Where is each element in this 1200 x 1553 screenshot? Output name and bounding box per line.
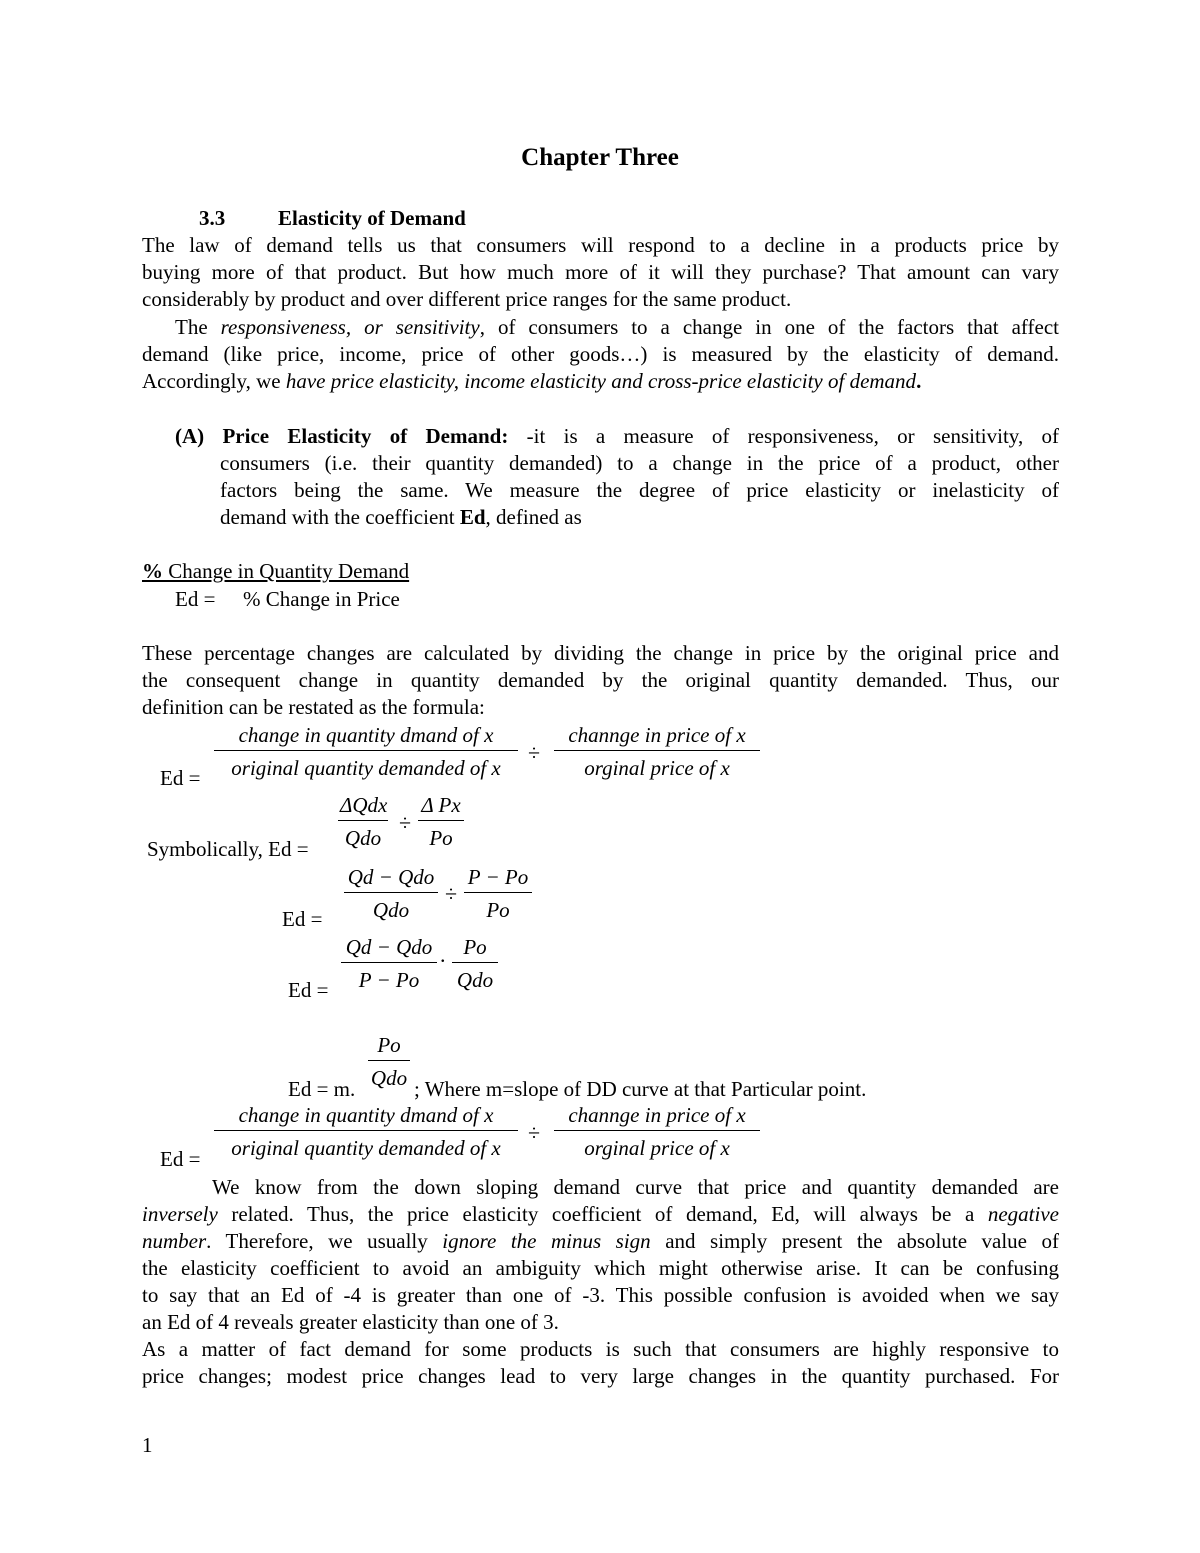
pe-l4-end: , defined as: [485, 505, 582, 529]
formula-1-den-2: orginal price of x: [584, 756, 730, 780]
formula-5-note: ; Where m=slope of DD curve at that Particular point.: [414, 1077, 867, 1101]
formula-2-fraction-2: [418, 792, 464, 851]
formula-2-den-1: Qdo: [344, 826, 382, 850]
formula-2-num-2: Δ Px: [418, 792, 464, 821]
formula-4-num-2: Po: [452, 934, 498, 963]
formula-3-fraction-1: [344, 864, 438, 923]
formula-6-fraction-1: [214, 1102, 518, 1161]
intro-p2-italic: responsiveness, or sensitivity: [220, 315, 480, 339]
formula-5-num: Po: [368, 1032, 410, 1061]
formula-1-divide: ÷: [528, 740, 541, 765]
intro-l6-end: .: [916, 369, 922, 393]
formula-4-fraction-2: [452, 934, 498, 993]
page-number: 1: [142, 1433, 153, 1457]
percentage-line-2: the consequent change in quantity demanded by the original quantity demanded. Thus, our: [142, 668, 1059, 692]
formula-5-fraction: [368, 1032, 410, 1091]
formula-4-den-2: Qdo: [456, 968, 494, 992]
body2-l2-italic-2: negative: [987, 1202, 1059, 1226]
body2-l3-end: and simply present the absolute value of: [650, 1229, 1060, 1253]
body2-line-3: [142, 1228, 1059, 1255]
definition-numerator-text: Change in Quantity Demand: [163, 559, 410, 583]
formula-5-den: Qdo: [370, 1066, 408, 1090]
price-elasticity-line-4: [220, 504, 582, 531]
body2-line-8: price changes; modest price changes lead to very large changes in the quantity purchased. For: [142, 1364, 1059, 1388]
formula-2-num-1: ΔQdx: [338, 792, 388, 821]
formula-4-fraction-1: [341, 934, 437, 993]
formula-6-num-1: change in quantity dmand of x: [214, 1102, 518, 1131]
formula-3-den-1: Qdo: [372, 898, 410, 922]
intro-line-3: considerably by product and over different price ranges for the same product.: [142, 287, 792, 311]
body2-l3-mid: . Therefore, we usually: [206, 1229, 443, 1253]
section-number: 3.3: [199, 206, 226, 230]
formula-1-num-2: channge in price of x: [554, 722, 760, 751]
intro-l6-italic: have price elasticity, income elasticity and cross-price elasticity of demand: [285, 369, 917, 393]
definition-denominator: % Change in Price: [243, 587, 400, 611]
definition-pct-sign: %: [142, 559, 163, 583]
price-elasticity-label: (A) Price Elasticity of Demand:: [175, 424, 509, 448]
body2-l3-italic-1: number: [142, 1229, 207, 1253]
formula-2-label: Symbolically, Ed =: [147, 837, 309, 861]
intro-p2-rest: , of consumers to a change in one of the factors that affect: [479, 315, 1060, 339]
body2-line-6: an Ed of 4 reveals greater elasticity than one of 3.: [142, 1310, 559, 1334]
formula-1-fraction-1: [214, 722, 518, 781]
formula-4-num-1: Qd − Qdo: [341, 934, 437, 963]
definition-ed-label: Ed =: [175, 587, 216, 611]
definition-numerator: [142, 558, 409, 585]
formula-1-fraction-2: [554, 722, 760, 781]
body2-line-4: the elasticity coefficient to avoid an ambiguity which might otherwise arise. It can be confusing: [142, 1256, 1059, 1280]
formula-3-num-1: Qd − Qdo: [344, 864, 438, 893]
formula-6-divide: ÷: [528, 1120, 541, 1145]
formula-1-label: Ed =: [160, 766, 201, 790]
formula-3-den-2: Po: [486, 898, 510, 922]
formula-2-den-2: Po: [429, 826, 453, 850]
percentage-line-1: These percentage changes are calculated by dividing the change in price by the original price and: [142, 641, 1059, 665]
formula-3-label: Ed =: [282, 907, 323, 931]
pe-l4-bold: Ed: [459, 505, 486, 529]
body2-l2-mid: related. Thus, the price elasticity coefficient of demand, Ed, will always be a: [217, 1202, 988, 1226]
formula-6-den-2: orginal price of x: [584, 1136, 730, 1160]
formula-4-label: Ed =: [288, 978, 329, 1002]
intro-line-6: [142, 368, 921, 395]
price-elasticity-line-3: factors being the same. We measure the degree of price elasticity or inelasticity of: [220, 478, 1059, 502]
formula-6-num-2: channge in price of x: [554, 1102, 760, 1131]
page-title: Chapter Three: [521, 144, 679, 171]
intro-line-4: [175, 314, 1059, 341]
formula-3-fraction-2: [464, 864, 532, 923]
body2-line-1: We know from the down sloping demand curve that price and quantity demanded are: [212, 1175, 1059, 1199]
formula-5-label: Ed = m.: [288, 1077, 356, 1101]
formula-6-den-1: original quantity demanded of x: [231, 1136, 501, 1160]
price-elasticity-l1-rest: -it is a measure of responsiveness, or sensitivity, of: [508, 424, 1059, 448]
formula-2-divide: ÷: [399, 810, 412, 835]
body2-l3-italic-2: ignore the minus sign: [442, 1229, 651, 1253]
pe-l4-lead: demand with the coefficient: [220, 505, 460, 529]
formula-6-label: Ed =: [160, 1147, 201, 1171]
intro-line-5: demand (like price, income, price of other goods…) is measured by the elasticity of demand.: [142, 342, 1059, 366]
formula-1-num-1: change in quantity dmand of x: [214, 722, 518, 751]
body2-line-5: to say that an Ed of -4 is greater than one of -3. This possible confusion is avoided when we say: [142, 1283, 1059, 1307]
formula-3-divide: ÷: [445, 881, 458, 906]
price-elasticity-line-2: consumers (i.e. their quantity demanded) to a change in the price of a product, other: [220, 451, 1059, 475]
intro-p2-lead: The: [175, 315, 221, 339]
intro-line-1: The law of demand tells us that consumers will respond to a decline in a products price by: [142, 233, 1059, 257]
formula-4-dot: .: [440, 942, 446, 967]
formula-6-fraction-2: [554, 1102, 760, 1161]
intro-l6-lead: Accordingly, we: [142, 369, 286, 393]
formula-1-den-1: original quantity demanded of x: [231, 756, 501, 780]
percentage-line-3: definition can be restated as the formula:: [142, 695, 485, 719]
body2-line-7: As a matter of fact demand for some products is such that consumers are highly responsive to: [142, 1337, 1059, 1361]
body2-l2-italic-1: inversely: [142, 1202, 218, 1226]
formula-3-num-2: P − Po: [464, 864, 532, 893]
section-heading: Elasticity of Demand: [278, 206, 466, 230]
formula-2-fraction-1: [338, 792, 388, 851]
formula-4-den-1: P − Po: [358, 968, 420, 992]
body2-line-2: [142, 1201, 1059, 1228]
intro-line-2: buying more of that product. But how much more of it will they purchase? That amount can vary: [142, 260, 1059, 284]
price-elasticity-line-1: [175, 423, 1059, 450]
